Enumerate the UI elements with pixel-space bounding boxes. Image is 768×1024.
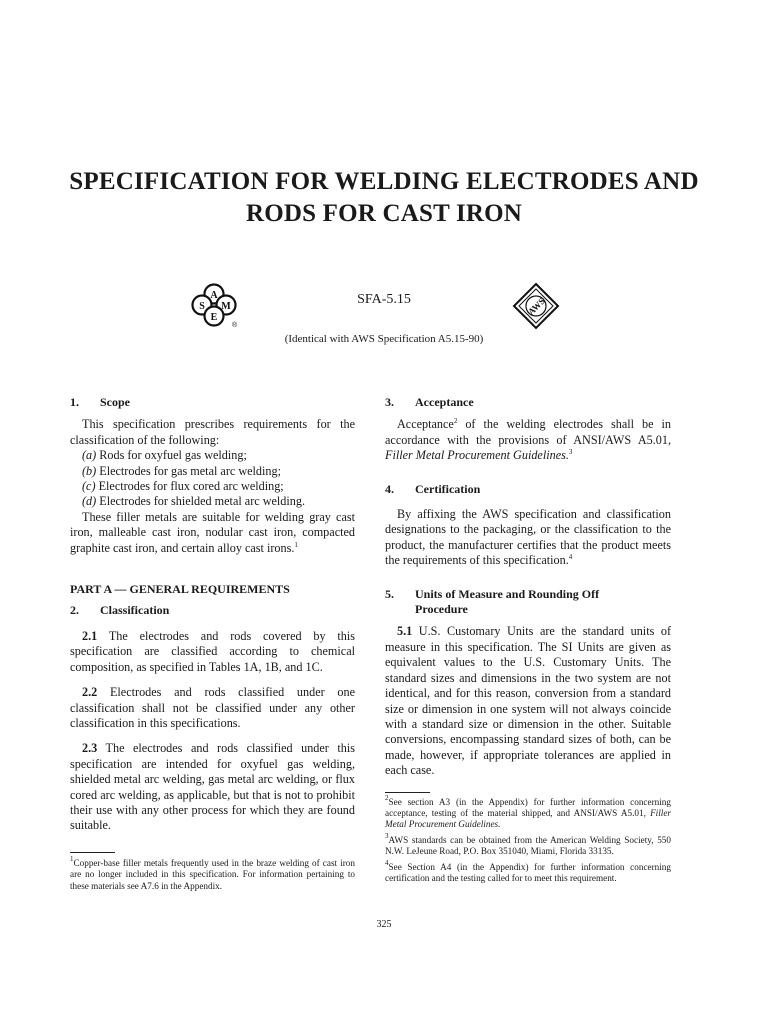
section-1-heading: 1. Scope bbox=[70, 395, 130, 409]
aws-logo-text: AWS bbox=[525, 295, 547, 317]
para-2-2: 2.2 Electrodes and rods classified under one classification shall not be classified under any other classification in this specifications. bbox=[70, 685, 356, 730]
section-3-heading: 3. Acceptance bbox=[385, 395, 474, 409]
footnote-1: $^1$Copper-base filler metals frequently used in the braze welding of cast iron are no longer included in this specification. For information pertaining to these materials see A7.6 in the Appendix. bbox=[70, 854, 355, 891]
asme-letter-e: E bbox=[210, 312, 218, 323]
asme-letter-a: A bbox=[210, 290, 218, 301]
aws-logo-icon bbox=[512, 282, 560, 330]
scope-item-d: (d) Electrodes for shielded metal arc welding. bbox=[82, 494, 306, 509]
document-title-line-1: SPECIFICATION FOR WELDING ELECTRODES AND bbox=[69, 168, 699, 195]
footnote-ref-3: 3 bbox=[568, 448, 573, 457]
scope-item-b: (b) Electrodes for gas metal arc welding; bbox=[82, 463, 281, 478]
footnote-ref-2: 2 bbox=[453, 417, 458, 426]
part-a-heading: PART A — GENERAL REQUIREMENTS bbox=[70, 582, 290, 597]
asme-letter-s: S bbox=[199, 301, 205, 312]
right-column bbox=[385, 395, 671, 884]
certification-text: By affixing the AWS specification and classification designations to the packaging, or the classification to the product, the manufacturer certifies that the product meets the requirements of this specification.$^4$ bbox=[385, 507, 671, 568]
scope-item-a: (a) Rods for oxyfuel gas welding; bbox=[82, 448, 247, 463]
footnote-4: $^4$See Section A4 (in the Appendix) for further information concerning certification and the testing called for to meet this requirement. bbox=[385, 858, 671, 883]
registered-mark: ® bbox=[232, 322, 238, 329]
scope-item-c: (c) Electrodes for flux cored arc welding; bbox=[82, 479, 284, 494]
footnote-rule bbox=[385, 792, 430, 793]
scope-closing: These filler metals are suitable for welding gray cast iron, malleable cast iron, nodular cast iron, compacted graphite cast iron, and certain alloy cast irons.$^1$ bbox=[70, 509, 355, 555]
footnote-rule bbox=[70, 852, 115, 853]
footnote-ref-4: 4 bbox=[568, 553, 573, 562]
footnote-2: $^2$See section A3 (in the Appendix) for further information concerning acceptance, testing of the material shipped, and ANSI/AWS A5.01, Filler Metal Procurement Guidelines. bbox=[385, 793, 671, 830]
document-title-line-2: RODS FOR CAST IRON bbox=[245, 200, 523, 227]
left-column bbox=[70, 395, 355, 892]
footnote-ref-1: 1 bbox=[294, 540, 298, 549]
page-number: 325 bbox=[376, 919, 392, 930]
para-2-1: 2.1 The electrodes and rods covered by this specification are classified according to chemical composition, as specified in Tables 1A, 1B, and 1C. bbox=[70, 628, 355, 674]
identical-with-note: (Identical with AWS Specification A5.15-90) bbox=[284, 333, 484, 345]
section-5-heading: 5. Units of Measure and Rounding Off Procedure bbox=[385, 586, 600, 617]
para-5-1: 5.1 U.S. Customary Units are the standard units of measure in this specification. The SI Units are given as equivalent values to the U.S. Customary Units. The standard sizes and dimensions in the two system are not identical, and for this reason, conversion from a standard size or dimension in one system will not always coincide with a standard size or dimension in the other. Suitable conversions, encompassing standard sizes of both, can be made, however, if appropriate tolerances are applied in each case. bbox=[385, 624, 672, 778]
acceptance-text: Acceptance$^2$ of the welding electrodes shall be in accordance with the provisions of ANSI/AWS A5.01, Filler Metal Procurement Guidelines.$^3$ bbox=[385, 417, 671, 463]
scope-intro: This specification prescribes requirements for the classification of the following: bbox=[70, 417, 355, 447]
section-4-heading: 4. Certification bbox=[385, 481, 481, 496]
asme-letter-m: M bbox=[221, 301, 231, 312]
section-2-heading: 2. Classification bbox=[70, 603, 170, 618]
spec-number: SFA-5.15 bbox=[357, 292, 411, 307]
footnote-3: $^3$AWS standards can be obtained from the American Welding Society, 550 N.W. LeJeune Road, P.O. Box 351040, Miami, Florida 33135. bbox=[385, 831, 671, 857]
para-2-3: 2.3 The electrodes and rods classified under this specification are intended for oxyfuel gas welding, shielded metal arc welding, gas metal arc welding, or flux cored arc welding, as applicable, but that is not to prohibit their use with any other process for which they are found suitable. bbox=[70, 741, 355, 833]
